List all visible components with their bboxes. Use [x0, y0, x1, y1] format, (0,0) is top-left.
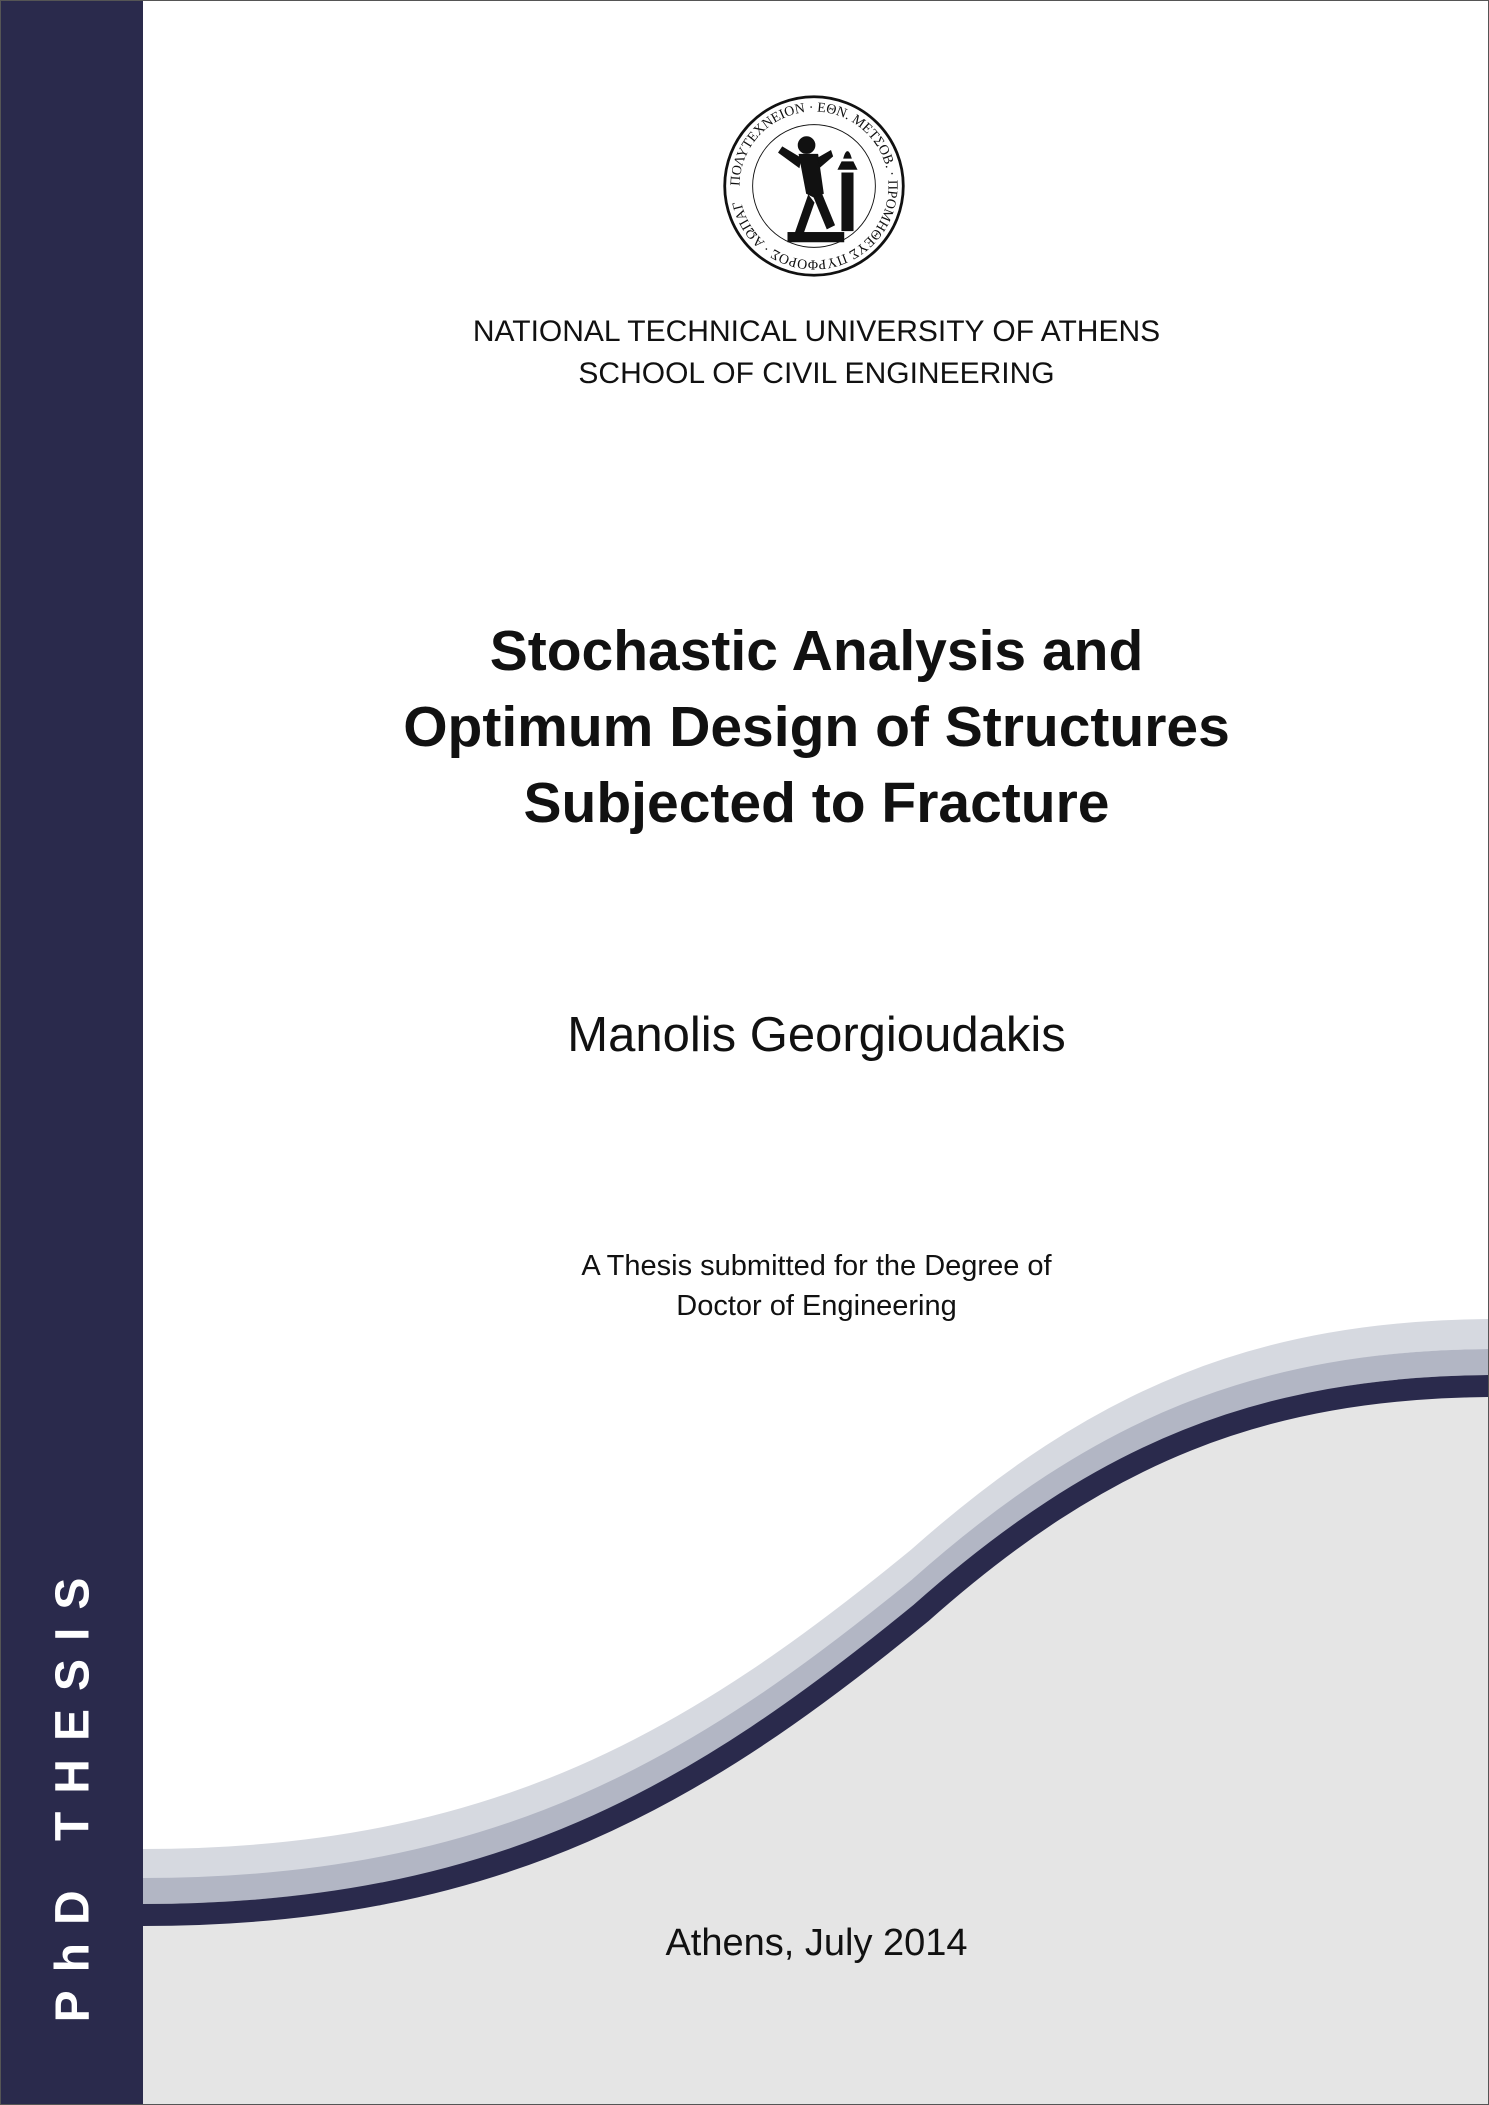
author-name: Manolis Georgioudakis: [567, 1008, 1066, 1062]
institution-block: [143, 311, 1489, 395]
place-date: Athens, July 2014: [665, 1922, 968, 1964]
university-name: NATIONAL TECHNICAL UNIVERSITY OF ATHENS: [472, 315, 1161, 348]
school-name: SCHOOL OF CIVIL ENGINEERING: [578, 357, 1055, 390]
lower-fill: [143, 1394, 1489, 2105]
sidebar-label: PhD THESIS: [46, 1559, 100, 2023]
thesis-title: [143, 613, 1489, 841]
degree-line-1: A Thesis submitted for the Degree of: [581, 1250, 1052, 1282]
degree-statement: [143, 1246, 1489, 1326]
university-seal-logo: [721, 93, 907, 279]
title-line-2: Optimum Design of Structures: [403, 695, 1230, 759]
sidebar: [1, 1, 143, 2105]
title-line-3: Subjected to Fracture: [523, 771, 1110, 835]
degree-line-2: Doctor of Engineering: [676, 1290, 957, 1322]
title-line-1: Stochastic Analysis and: [489, 619, 1144, 683]
svg-text:ΠΟΛΥΤΕΧΝΕΙΟΝ · ΕΘΝ. ΜΕΤΣΟΒ. ·: ΠΟΛΥΤΕΧΝΕΙΟΝ · ΕΘΝ. ΜΕΤΣΟΒ. · ΠΡΟΜΗΘΕΥΣ ΠΥΡΦΟΡΟΣ · ΑΩΠΑΓ: [728, 100, 900, 272]
